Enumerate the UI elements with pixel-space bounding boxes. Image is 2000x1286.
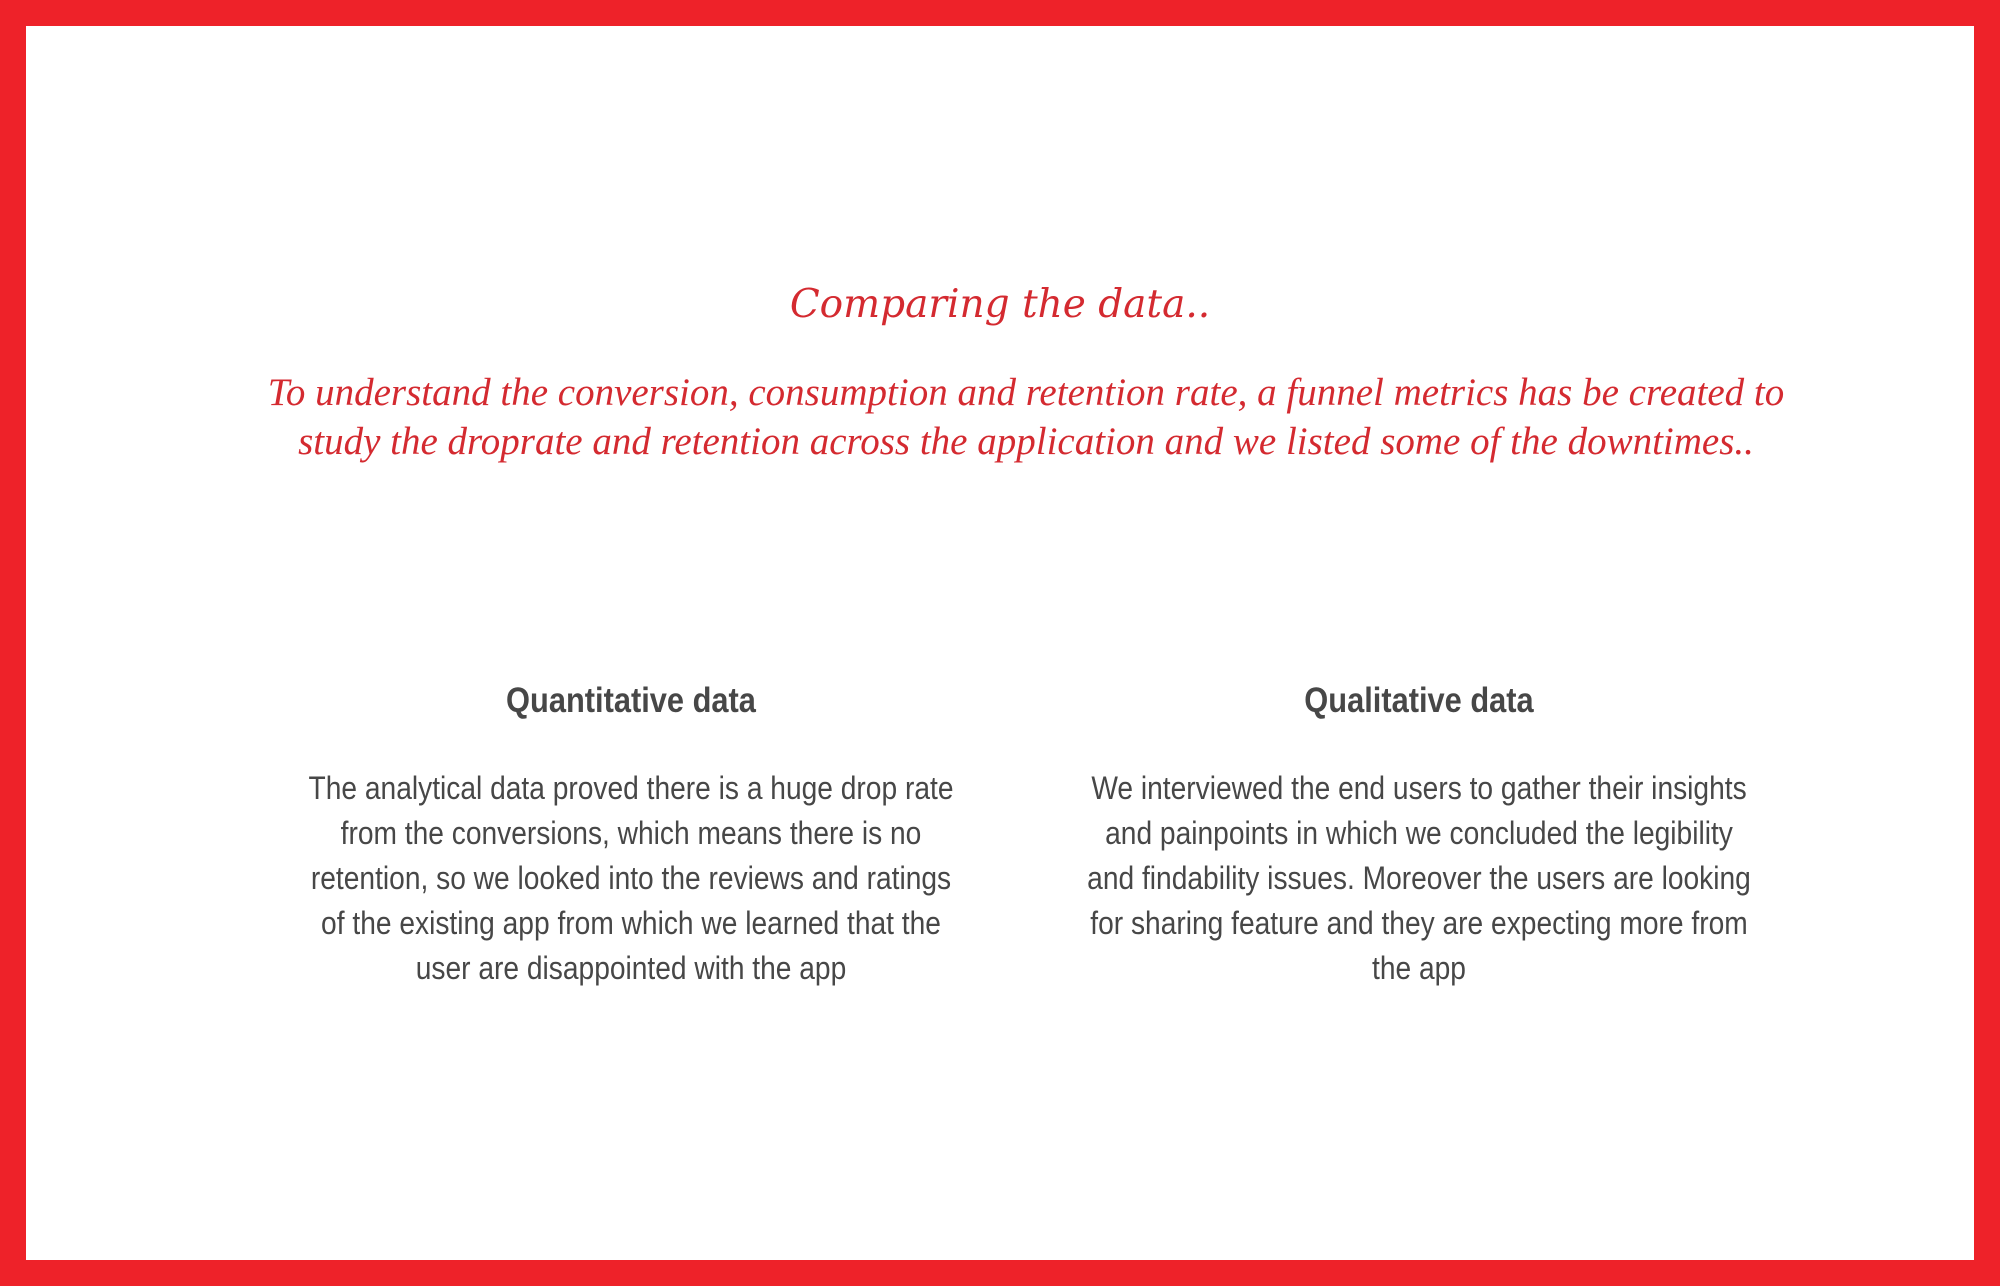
section-intro: To understand the conversion, consumption and retention rate, a funnel metrics has be created to study the droprate and retention across the application and we listed some of the downtimes.. bbox=[267, 371, 1785, 463]
qualitative-text: We interviewed the end users to gather their insights and painpoints in which we concluded the legibility and findability issues. Moreover the users are looking for sharing feature and they are expecting more from the app bbox=[1087, 770, 1751, 986]
quantitative-heading: Quantitative data bbox=[506, 681, 756, 720]
qualitative-column bbox=[1059, 671, 1779, 991]
quantitative-text: The analytical data proved there is a huge drop rate from the conversions, which means there is no retention, so we looked into the reviews and ratings of the existing app from which we learned that the user are disappointed with the app bbox=[308, 770, 954, 986]
quantitative-column bbox=[271, 671, 991, 991]
qualitative-heading: Qualitative data bbox=[1304, 681, 1534, 720]
section-title: Comparing the data.. bbox=[789, 282, 1211, 327]
